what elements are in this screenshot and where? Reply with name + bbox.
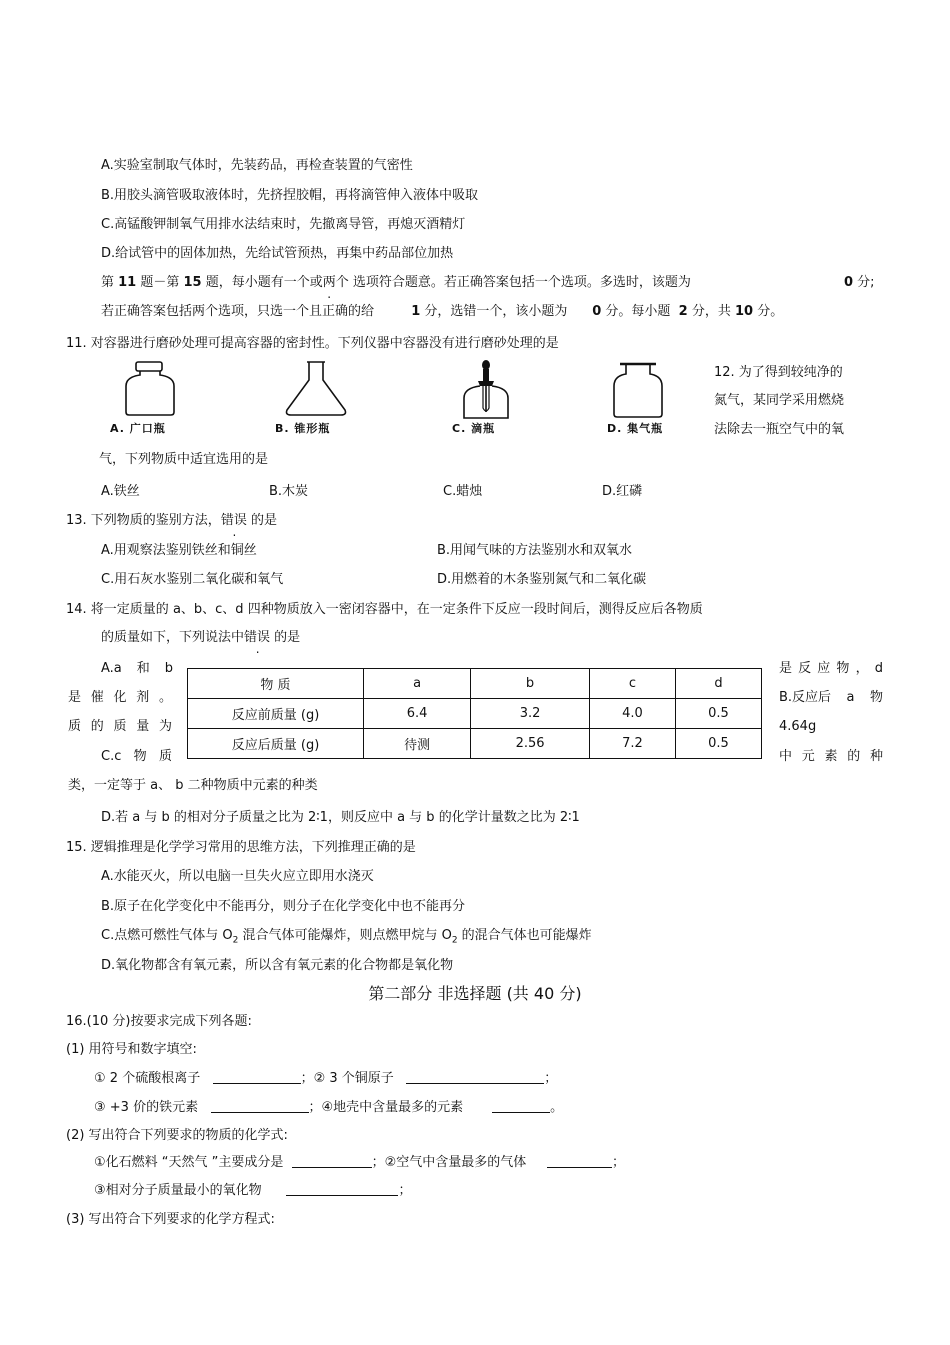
part-two-heading: 第二部分 非选择题 (共 40 分): [368, 984, 582, 1003]
q12-option-b: B.木炭: [269, 484, 309, 499]
table-header: b: [471, 669, 590, 699]
q14-line-5: 类，一定等于 a、 b 二种物质中元素的种类: [68, 778, 318, 793]
table-cell: 4.0: [589, 699, 675, 729]
q15-option-a: A.水能灭火，所以电脑一旦失火应立即用水浇灭: [101, 869, 374, 884]
q12-option-d: D.红磷: [602, 484, 643, 499]
q16-part-2-line-b: ③相对分子质量最小的氧化物 ；: [94, 1183, 412, 1198]
answer-blank[interactable]: [292, 1153, 372, 1168]
instructions-line-1: 第 11 题－第 15 题，每小题有一个或两个 选项符合题意。若正确答案包括一个选项。多选时，该题为: [101, 275, 691, 290]
q10-option-a: A.实验室制取气体时，先装药品，再检查装置的气密性: [101, 158, 413, 173]
q12-stem-line-4: 气，下列物质中适宜选用的是: [99, 452, 269, 467]
table-row: [188, 699, 762, 729]
q11-stem: 11. 对容器进行磨砂处理可提高容器的密封性。下列仪器中容器没有进行磨砂处理的是: [66, 336, 559, 351]
instructions-score-zero: 0 分;: [844, 275, 875, 290]
q15-stem: 15. 逻辑推理是化学学习常用的思维方法，下列推理正确的是: [66, 840, 416, 855]
q15-option-b: B.原子在化学变化中不能再分，则分子在化学变化中也不能再分: [101, 899, 466, 914]
q14-right-line-2: B.反应后 a 物: [779, 690, 883, 705]
q12-stem-line-2: 氮气，某同学采用燃烧: [714, 393, 845, 408]
answer-blank[interactable]: [286, 1181, 398, 1196]
table-cell: 3.2: [471, 699, 590, 729]
table-header-row: [188, 669, 762, 699]
table-cell: 待测: [364, 729, 471, 759]
table-cell: 7.2: [589, 729, 675, 759]
table-cell: 反应前质量 (g): [188, 699, 364, 729]
q12-option-c: C.蜡烛: [443, 484, 483, 499]
mass-table: [187, 668, 762, 759]
answer-blank[interactable]: [406, 1069, 544, 1084]
q12-option-a: A.铁丝: [101, 484, 140, 499]
q14-option-d: D.若 a 与 b 的相对分子质量之比为 2∶1，则反应中 a 与 b 的化学计量数之比为 2∶1: [101, 810, 580, 825]
q16-part-2: (2) 写出符合下列要求的物质的化学式:: [66, 1128, 288, 1143]
table-cell: 0.5: [675, 699, 761, 729]
q14-left-line-4: C.c 物 质: [101, 749, 172, 764]
q14-left-line-1: A.a 和 b: [101, 661, 173, 676]
table-row: [188, 729, 762, 759]
q13-option-d: D.用燃着的木条鉴别氮气和二氧化碳: [437, 572, 647, 587]
q15-option-d: D.氧化物都含有氧元素，所以含有氧元素的化合物都是氧化物: [101, 958, 454, 973]
q16-part-1-line-b: ③ +3 价的铁元素 ；④地壳中含量最多的元素 。: [94, 1100, 564, 1115]
table-cell: 0.5: [675, 729, 761, 759]
q14-stem-line-2: 的质量如下，下列说法中错误 的是: [101, 630, 301, 645]
q12-stem-line-1: 12. 为了得到较纯净的: [714, 365, 843, 380]
q14-right-line-1: 是 反 应 物 ， d: [779, 661, 883, 676]
figure-caption-a: A. 广口瓶: [110, 422, 166, 435]
figure-caption-c: C. 滴瓶: [452, 422, 496, 435]
answer-blank[interactable]: [492, 1098, 550, 1113]
answer-blank[interactable]: [213, 1069, 301, 1084]
q14-right-line-4: 中 元 素 的 种: [779, 749, 883, 764]
answer-blank[interactable]: [547, 1153, 612, 1168]
q14-left-line-2: 是 催 化 剂 。: [68, 690, 172, 705]
table-header: c: [589, 669, 675, 699]
q12-stem-line-3: 法除去一瓶空气中的氧: [714, 422, 845, 437]
q10-option-b: B.用胶头滴管吸取液体时，先挤捏胶帽，再将滴管伸入液体中吸取: [101, 188, 479, 203]
instructions-line-2: 若正确答案包括两个选项，只选一个且正确的给 1 分，选错一个，该小题为 0 分。每小题 2 分，共 10 分。: [101, 304, 784, 319]
q16-stem: 16.(10 分)按要求完成下列各题:: [66, 1014, 252, 1029]
figure-caption-d: D. 集气瓶: [607, 422, 664, 435]
figure-caption-b: B. 锥形瓶: [275, 422, 331, 435]
q16-part-2-line-a: ①化石燃料 “天然气 ”主要成分是 ；②空气中含量最多的气体 ；: [94, 1155, 625, 1170]
q14-left-line-3: 质 的 质 量 为: [68, 719, 172, 734]
answer-blank[interactable]: [211, 1098, 309, 1113]
q10-option-c: C.高锰酸钾制氧气用排水法结束时，先撤离导管，再熄灭酒精灯: [101, 217, 466, 232]
q13-stem: 13. 下列物质的鉴别方法，错误 的是: [66, 513, 277, 528]
q13-option-a: A.用观察法鉴别铁丝和铜丝: [101, 543, 257, 558]
q13-option-c: C.用石灰水鉴别二氧化碳和氧气: [101, 572, 284, 587]
q14-right-line-3: 4.64g: [779, 719, 817, 734]
table-header: 物 质: [188, 669, 364, 699]
table-cell: 2.56: [471, 729, 590, 759]
q10-option-d: D.给试管中的固体加热，先给试管预热，再集中药品部位加热: [101, 246, 454, 261]
table-cell: 反应后质量 (g): [188, 729, 364, 759]
q13-option-b: B.用闻气味的方法鉴别水和双氧水: [437, 543, 633, 558]
table-cell: 6.4: [364, 699, 471, 729]
q14-stem-line-1: 14. 将一定质量的 a、b、c、d 四种物质放入一密闭容器中，在一定条件下反应一段时间后，测得反应后各物质: [66, 602, 703, 617]
table-header: d: [675, 669, 761, 699]
q16-part-1: (1) 用符号和数字填空:: [66, 1042, 197, 1057]
q16-part-3: (3) 写出符合下列要求的化学方程式:: [66, 1212, 275, 1227]
table-header: a: [364, 669, 471, 699]
q16-part-1-line-a: ① 2 个硫酸根离子 ；② 3 个铜原子 ；: [94, 1071, 558, 1086]
q15-option-c: C.点燃可燃性气体与 $O_2$ 混合气体可能爆炸，则点燃甲烷与 $O_2$ 的混合气体也可能爆炸: [101, 928, 592, 946]
